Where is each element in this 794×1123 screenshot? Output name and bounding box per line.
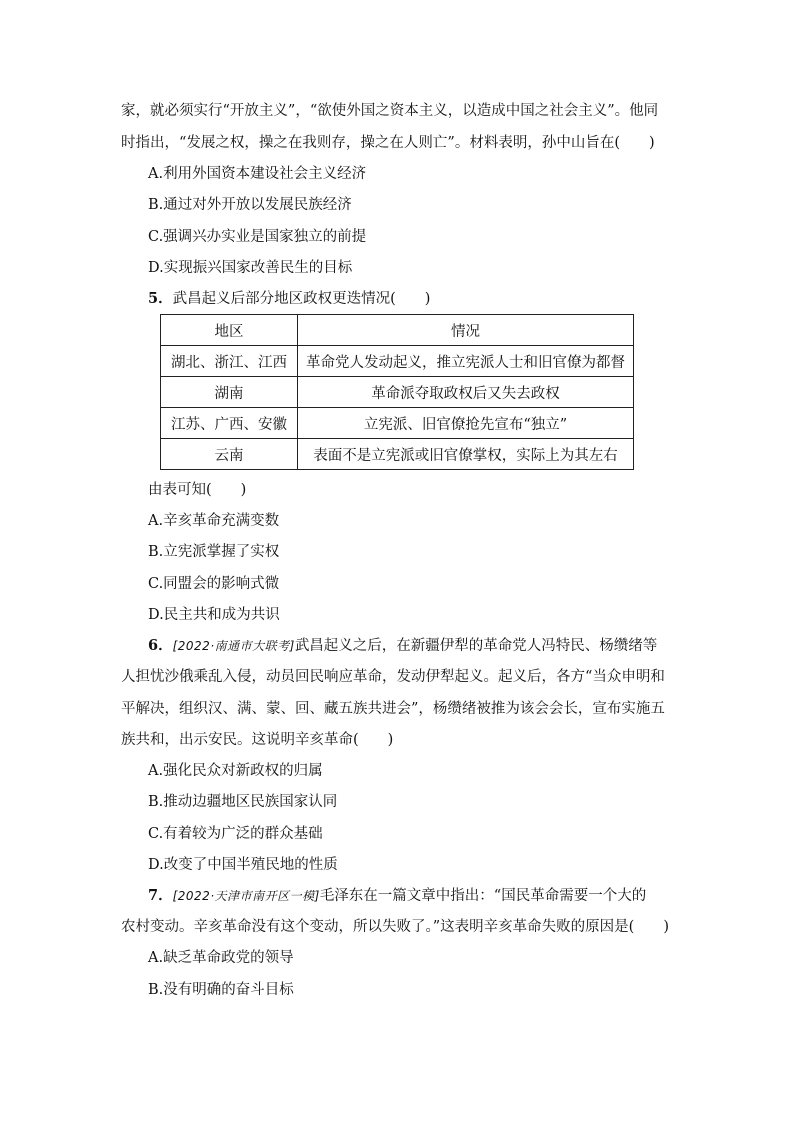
table-row <box>161 439 634 470</box>
q4-option-b[interactable]: B.通过对外开放以发展民族经济 <box>148 197 352 213</box>
q6-stem-line-4: 族共和，出示安民。这说明辛亥革命( ) <box>121 732 394 748</box>
q5-stem <box>148 289 430 309</box>
q5-table <box>160 314 634 470</box>
q4-option-d[interactable]: D.实现振兴国家改善民生的目标 <box>148 260 353 276</box>
q7-option-a[interactable]: A.缺乏革命政党的领导 <box>148 950 294 966</box>
table-cell-region: 江苏、广西、安徽 <box>161 408 298 439</box>
q7-stem-line-1 <box>148 886 646 906</box>
q6-stem-line-2: 人担忧沙俄乘乱入侵，动员回民响应革命，发动伊犁起义。起义后，各方“当众申明和 <box>121 669 665 685</box>
table-cell-situation: 立宪派、旧官僚抢先宣布“独立” <box>298 408 634 439</box>
q5-option-b[interactable]: B.立宪派掌握了实权 <box>148 544 280 560</box>
table-header-situation: 情况 <box>298 315 634 346</box>
q5-option-a[interactable]: A.辛亥革命充满变数 <box>148 513 280 529</box>
table-cell-situation: 表面不是立宪派或旧官僚掌权，实际上为其左右 <box>298 439 634 470</box>
table-row <box>161 408 634 439</box>
q7-number: 7． <box>148 887 173 904</box>
q7-source: [2022·天津市南开区一模] <box>172 889 320 903</box>
table-row <box>161 346 634 377</box>
q5-stem-text: 武昌起义后部分地区政权更迭情况( ) <box>172 291 431 307</box>
q6-option-b[interactable]: B.推动边疆地区民族国家认同 <box>148 794 338 810</box>
q6-number: 6． <box>148 637 173 654</box>
q6-option-a[interactable]: A.强化民众对新政权的归属 <box>148 763 323 779</box>
table-row <box>161 377 634 408</box>
q4-stem-line-1: 家，就必须实行“开放主义”，“欲使外国之资本主义，以造成中国之社会主义”。他同 <box>121 103 659 119</box>
table-cell-region: 湖北、浙江、江西 <box>161 346 298 377</box>
q4-option-c[interactable]: C.强调兴办实业是国家独立的前提 <box>148 229 367 245</box>
q7-stem-line-2: 农村变动。辛亥革命没有这个变动，所以失败了。”这表明辛亥革命失败的原因是( ) <box>121 919 669 935</box>
table-cell-situation: 革命党人发动起义，推立宪派人士和旧官僚为都督 <box>298 346 634 377</box>
q6-option-c[interactable]: C.有着较为广泛的群众基础 <box>148 826 323 842</box>
q7-stem-text: 毛泽东在一篇文章中指出：“国民革命需要一个大的 <box>319 888 647 904</box>
q5-option-d[interactable]: D.民主共和成为共识 <box>148 607 280 623</box>
table-cell-region: 云南 <box>161 439 298 470</box>
q4-stem-line-2: 时指出，“发展之权，操之在我则存，操之在人则亡”。材料表明，孙中山旨在( ) <box>121 135 655 151</box>
q4-option-a[interactable]: A.利用外国资本建设社会主义经济 <box>148 166 367 182</box>
q6-source: [2022·南通市大联考] <box>172 639 295 653</box>
q5-number: 5． <box>148 290 173 307</box>
q6-option-d[interactable]: D.改变了中国半殖民地的性质 <box>148 857 338 873</box>
table-cell-region: 湖南 <box>161 377 298 408</box>
q6-stem-line-1 <box>148 636 657 656</box>
q6-stem-text: 武昌起义之后，在新疆伊犁的革命党人冯特民、杨缵绪等 <box>294 638 658 654</box>
q5-after-table: 由表可知( ) <box>148 482 247 498</box>
table-header-row <box>161 315 634 346</box>
q7-option-b[interactable]: B.没有明确的奋斗目标 <box>148 982 294 998</box>
q5-option-c[interactable]: C.同盟会的影响式微 <box>148 576 280 592</box>
table-cell-situation: 革命派夺取政权后又失去政权 <box>298 377 634 408</box>
q6-stem-line-3: 平解决，组织汉、满、蒙、回、藏五族共进会”，杨缵绪被推为该会会长，宣布实施五 <box>121 701 665 717</box>
table-header-region: 地区 <box>161 315 298 346</box>
